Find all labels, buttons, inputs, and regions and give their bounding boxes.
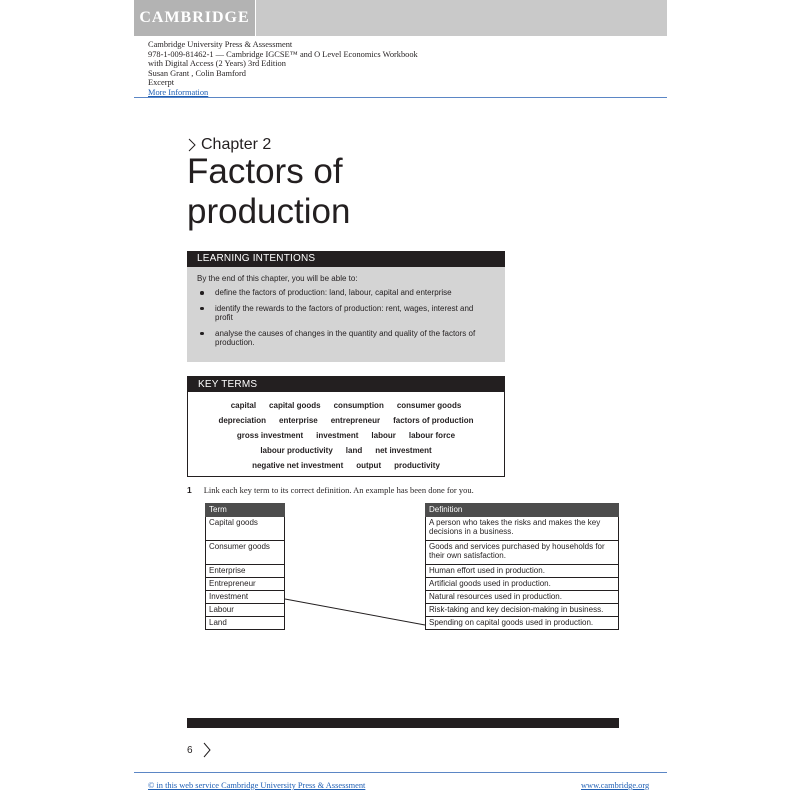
chapter-number: Chapter 2: [201, 136, 272, 153]
more-information-link[interactable]: More Information: [148, 87, 209, 97]
term-cell: Enterprise: [206, 564, 285, 577]
term-cell: Capital goods: [206, 516, 285, 540]
list-item: define the factors of production: land, labour, capital and enterprise: [197, 288, 491, 298]
meta-line: Cambridge University Press & Assessment: [148, 40, 293, 49]
definition-cell: Risk-taking and key decision-making in business.: [426, 603, 619, 616]
header-banner: [134, 0, 667, 36]
term-cell: Land: [206, 616, 285, 629]
key-term: enterprise: [279, 416, 318, 425]
term-cell: Consumer goods: [206, 540, 285, 564]
key-term: negative net investment: [252, 461, 344, 470]
definition-cell: Natural resources used in production.: [426, 590, 619, 603]
term-cell: Entrepreneur: [206, 577, 285, 590]
learning-intentions-list: [187, 283, 505, 348]
website-link[interactable]: www.cambridge.org: [581, 781, 650, 790]
key-term: net investment: [375, 446, 432, 455]
question: [187, 485, 474, 495]
key-term: labour force: [408, 431, 456, 440]
definition-table-header: Definition: [426, 504, 619, 517]
key-term: productivity: [394, 461, 440, 470]
term-table-header: Term: [206, 504, 285, 517]
key-term: consumption: [333, 401, 384, 410]
key-term: output: [356, 461, 382, 470]
page-number: [187, 742, 212, 758]
key-term: capital goods: [269, 401, 321, 410]
key-term: consumer goods: [396, 401, 462, 410]
definition-cell: Artificial goods used in production.: [426, 577, 619, 590]
list-item: identify the rewards to the factors of production: rent, wages, interest and profit: [197, 304, 491, 323]
definition-cell: A person who takes the risks and makes the key decisions in a business.: [426, 516, 619, 540]
key-terms-row: [188, 443, 504, 458]
definition-cell: Human effort used in production.: [426, 564, 619, 577]
key-term: depreciation: [218, 416, 267, 425]
key-terms-box: [187, 376, 505, 477]
publisher-logo: CAMBRIDGE: [134, 0, 256, 36]
term-cell: Investment: [206, 590, 285, 603]
chapter-title-line: production: [187, 192, 351, 231]
chapter-title-line: Factors of: [187, 152, 343, 191]
page-number-value: 6: [187, 744, 193, 756]
header-divider: [134, 97, 667, 98]
definition-table: [425, 503, 619, 630]
footer-divider: [134, 772, 667, 773]
question-text: Link each key term to its correct definition. An example has been done for you.: [203, 485, 474, 495]
footer-bar: [187, 718, 619, 728]
key-term: land: [345, 446, 363, 455]
key-term: capital: [230, 401, 257, 410]
key-terms-row: [188, 458, 504, 473]
definition-cell: Spending on capital goods used in production.: [426, 616, 619, 629]
chapter-title: [187, 152, 350, 232]
key-terms-row: [188, 398, 504, 413]
term-table: [205, 503, 285, 630]
list-item: analyse the causes of changes in the quantity and quality of the factors of production.: [197, 329, 491, 348]
learning-intentions-box: [187, 251, 505, 362]
key-term: factors of production: [393, 416, 474, 425]
book-metadata: [148, 40, 418, 98]
chevron-right-icon: [202, 742, 212, 758]
key-terms-heading: KEY TERMS: [188, 377, 504, 392]
key-term: labour: [371, 431, 396, 440]
key-terms-row: [188, 413, 504, 428]
key-term: labour productivity: [260, 446, 333, 455]
key-terms-row: [188, 428, 504, 443]
meta-line: Excerpt: [148, 78, 175, 88]
key-term: investment: [316, 431, 359, 440]
meta-line: Susan Grant , Colin Bamford: [148, 68, 246, 78]
term-cell: Labour: [206, 603, 285, 616]
chevron-right-icon: [186, 137, 198, 153]
learning-intentions-heading: LEARNING INTENTIONS: [187, 251, 505, 267]
meta-line: with Digital Access (2 Years) 3rd Edition: [148, 59, 286, 69]
definition-cell: Goods and services purchased by households for their own satisfaction.: [426, 540, 619, 564]
question-number: 1: [187, 485, 192, 495]
learning-intentions-intro: By the end of this chapter, you will be able to:: [197, 274, 358, 283]
key-term: entrepreneur: [330, 416, 381, 425]
meta-line: 978-1-009-81462-1 — Cambridge IGCSE™ and O Level Economics Workbook: [148, 49, 418, 59]
copyright-link[interactable]: © in this web service Cambridge University Press & Assessment: [148, 781, 366, 790]
key-term: gross investment: [236, 431, 304, 440]
